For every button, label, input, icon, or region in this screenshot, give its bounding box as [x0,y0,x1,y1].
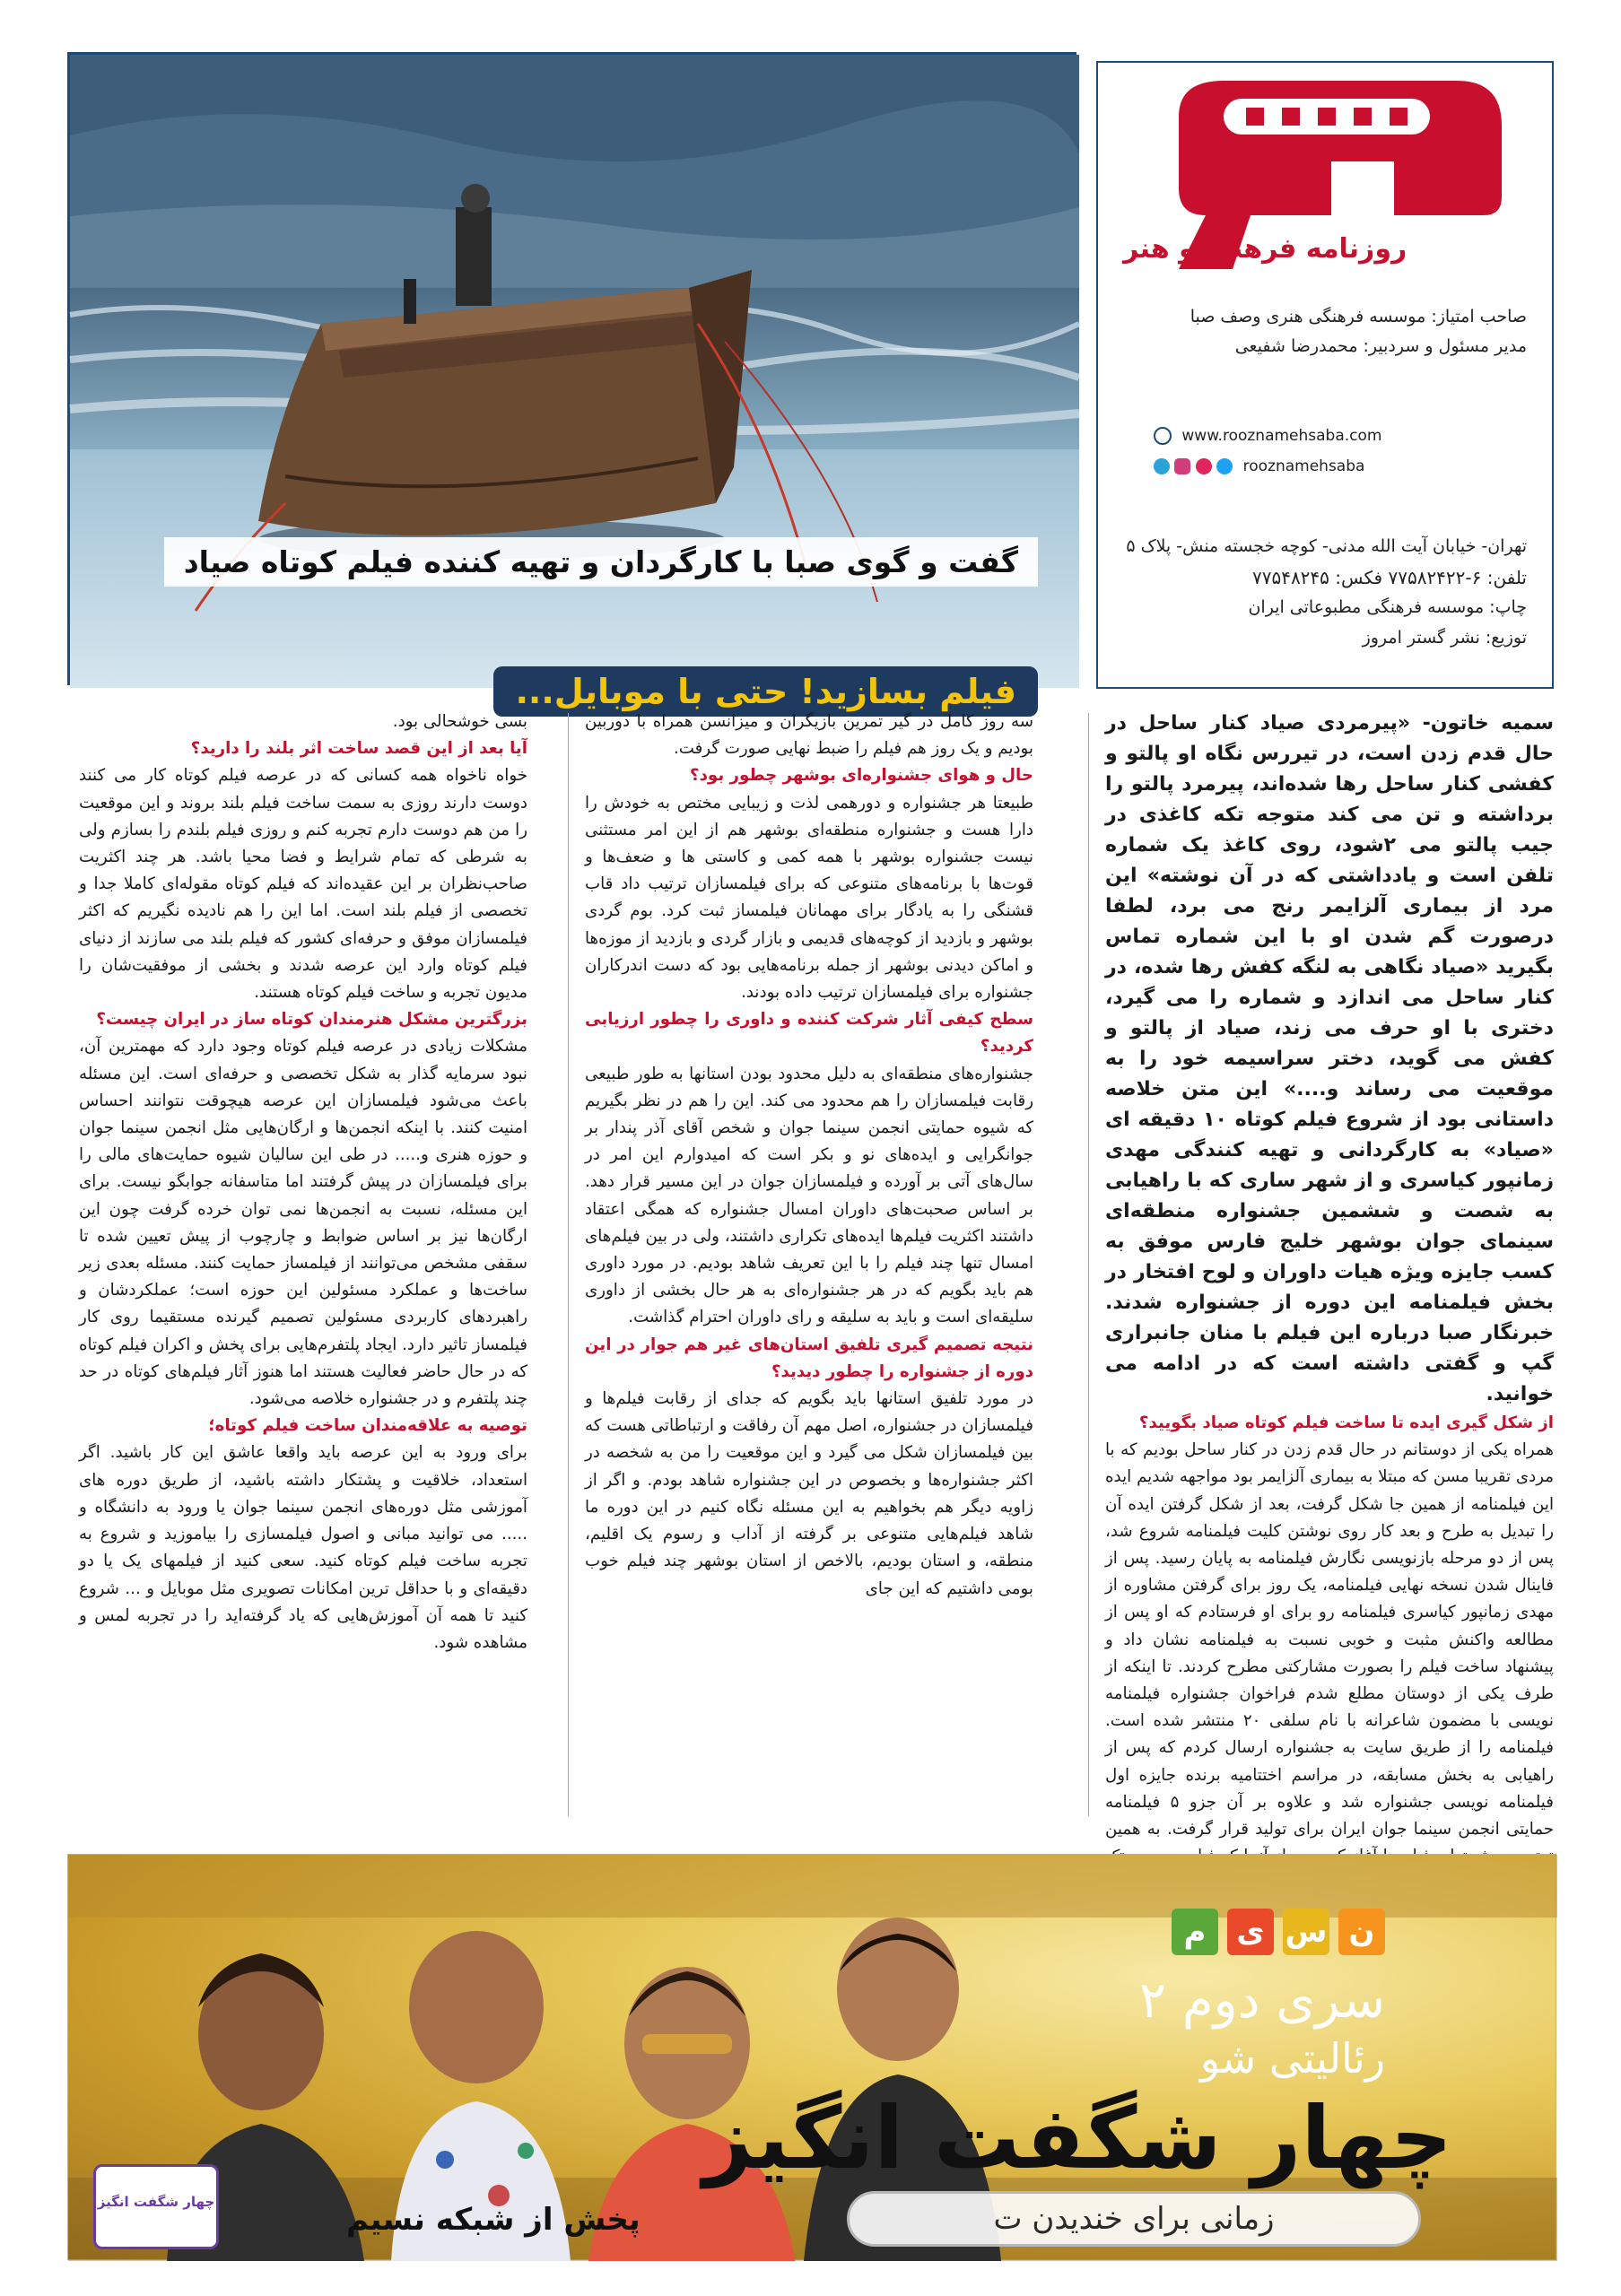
instagram-icon [1174,458,1190,474]
answer-paragraph: جشنواره‌های منطقه‌ای به دلیل محدود بودن استانها به طور طبیعی رقابت فیلمسازان را هم محدود می کند. این را هم در نظر بگیریم که شیوه حمایتی انجمن سینما جوان و شخص آقای آذر پندار بر جوانگرایی و ایده‌های نو و بکر است که امیدوارم این امر در سال‌های آتی بر آورده و فیلمسازان جوان در این مسیر قرار دهد. بر اساس صحبت‌های داوران امسال جشنواره که همگی اعتقاد داشتند اکثریت فیلم‌ها ایده‌های تکراری داشتند، ولی در بین فیلم‌های امسال تنها چند فیلم را با این تعریف شاهد بودیم. در مورد داوری هم باید بگویم که در هر جشنواره‌ای به هر حال بخشی از داوری سلیقه‌ای است و باید به سلیقه و رای داوران احترام گذاشت. [585,1064,1033,1327]
ad-tagline: زمانی برای خندیدن ت [993,2201,1275,2237]
answer-paragraph: مشکلات زیادی در عرصه فیلم کوتاه وجود دارد که مهمترین آن، نبود سرمایه گذار به شکل تخصصی و حرفه‌ای است. این مسئله باعث می‌شود فیلمسازان این عرصه هیچوقت نتوانند احساس امنیت کنند. با اینکه انجمن‌ها و ارگان‌هایی مثل انجمن سینما جوان و حوزه هنری و..... در طی این سالیان شیوه حمایت‌های مالی را برای فیلمسازان در پیش گرفتند اما متاسفانه جوابگو نیست. برای این مسئله، نسبت به انجمن‌ها نمی توان خرده گرفت چون این ارگان‌ها نیز بر اساس ضوابط و چارچوب از پیش تعیین شده تا سقفی مشخص می‌توانند از فیلمساز حمایت کنند. مسئله بعدی زیر ساخت‌ها و عملکرد مسئولین این حوزه است؛ عملکردشان و راهبردهای کاربردی مسئولین تصمیم گیرنده مستقیما روی کار فیلمساز تاثیر دارد. ایجاد پلتفرم‌هایی برای پخش و اکران فیلم کوتاه که در حال حاضر فعالیت هستند اما هنوز آثار فیلم‌های کوتاه در حد چند پلتفرم و در جشنواره خلاصه می‌شود. [79,1037,527,1409]
question-heading: سطح کیفی آثار شرکت کننده و داوری را چطور ارزیابی کردید؟ [585,1010,1033,1057]
editor-in-chief: مدیر مسئول و سردبیر: محمدرضا شفیعی [1234,336,1527,356]
phone-fax: تلفن: ۶-۷۷۵۸۲۴۲۲ فکس: ۷۷۵۴۸۲۴۵ [1251,567,1527,588]
column-divider [568,713,569,1816]
address: تهران- خیابان آیت الله مدنی- کوچه خجسته منش- پلاک ۵ [1126,536,1527,556]
network-letter: س [1283,1909,1329,1955]
ad-corner-logo-text: چهار شگفت انگیز [97,2194,215,2210]
print-house: چاپ: موسسه فرهنگی مطبوعاتی ایران [1248,597,1527,617]
question-heading: نتیجه تصمیم گیری تلفیق استان‌های غیر هم جوار در این دوره از جشنواره را چطور دیدید؟ [585,1335,1033,1381]
social-links[interactable] [1154,457,1364,475]
hero-photo [67,52,1076,711]
network-letter: م [1172,1909,1218,1955]
license-holder: صاحب امتیاز: موسسه فرهنگی هنری وصف صبا [1190,307,1527,326]
network-letter: ن [1338,1909,1385,1955]
network-letter: ی [1227,1909,1274,1955]
article-lead: سمیه خاتون- «پیرمردی صیاد کنار ساحل در حال قدم زدن است، در تیررس نگاه او پالتو و کفشی کنار ساحل رها شده‌اند، پیرمرد پالتو را برداشته و تن می کند متوجه تکه کاغذی در جیب پالتو می ۲شود، روی کاغذ یک شماره تلفن است و یادداشتی که در آن نوشته» این مرد از بیماری آلزایمر رنج می برد، لطفا درصورت گم شدن او با این شماره تماس بگیرید «صیاد نگاهی به لنگه کفش رها شده، در کنار ساحل می اندازد و شماره را می گیرد، دختری با او حرف می زند، صیاد از پالتو و کفش می گوید، دختر سراسیمه خود را به موقعیت می رساند و....» این متن خلاصه داستانی بود از شروع فیلم کوتاه ۱۰ دقیقه ای «صیاد» به کارگردانی و تهیه کنندگی مهدی زمانپور کیاسری و از شهر ساری که با راهیابی به شصت و ششمین جشنواره منطقه‌ای سینمای جوان بوشهر خلیج فارس موفق به کسب جایزه ویژه هیات داوران و لوح افتخار در بخش فیلمنامه این دوره از جشنواره شدند. خبرنگار صبا درباره این فیلم با منان جانبراری گپ و گفتی داشته است که در ادامه می خوانید. [1105,712,1555,1405]
ad-show-type: رئالیتی شو [1199,2034,1385,2083]
ad-series-label: سری دوم ۲ [1139,1971,1385,2030]
headline-main: فیلم بسازید! حتی با موبایل... [493,666,1038,717]
masthead-box [1096,61,1554,689]
ad-broadcast-label: پخش از شبکه نسیم [346,2202,641,2238]
website-text: www.rooznamehsaba.com [1181,427,1382,445]
article-column-right [1105,709,1555,1839]
answer-paragraph: خواه ناخواه همه کسانی که در عرصه فیلم کوتاه کار می کنند دوست دارند روزی به سمت ساخت فیلم بلند بروند و این موقعیت را من هم دوست دارم تجربه کنم و روزی فیلم بلندم را بسازم ولی به شرطی که تمام شرایط و فضا محیا باشد. هر چند اکثریت صاحب‌نظران بر این عقیده‌اند که فیلم کوتاه مقوله‌ای کاملا جدا و تخصصی از فیلم بلند است. اما این را هم نادیده نگیریم که اکثر فیلمسازان موفق و حرفه‌ای کشور که فیلم بلند می سازند از دنیای فیلم کوتاه وارد این عرصه شدند و بخشی از موفقیت‌شان را مدیون تجربه و ساخت فیلم کوتاه هستند. [79,766,527,1003]
question-heading: بزرگترین مشکل هنرمندان کوتاه ساز در ایران چیست؟ [96,1010,527,1030]
answer-paragraph: همراه یکی از دوستانم در حال قدم زدن در کنار ساحل بودیم که با مردی تقریبا مسن که مبتلا به بیماری آلزایمر بود مواجهه شدیم ایده این فیلمنامه از همین جا شکل گرفت، بعد از شکل گرفتن ایده آن را تبدیل به طرح و بعد کار روی نوشتن کلیت فیلمنامه شروع شد، پس از دو مرحله بازنویسی نگارش فیلمنامه به پایان رسید. پس از فاینال شدن نسخه نهایی فیلمنامه، یک روز برای گرفتن مشاوره از مهدی زمانپور کیاسری فیلمنامه رو برای او فرستادم که او پس از مطالعه واکنش مثبت و خوبی نسبت به فیلمنامه نشان داد و پیشنهاد ساخت فیلم را بصورت مشارکتی مطرح کردند. تا اینکه از طرف یکی از دوستان مطلع شدم فراخوان جشنواره فیلمنامه نویسی با مضمون شاعرانه با نام سلفی ۲۰ منتشر شده است. فیلمنامه را از طریق سایت به جشنواره ارسال کردم که پس از راهیابی به بخش مسابقه، در مراسم اختتامیه برنده جایزه اول فیلمنامه نویسی جشنواره شد و علاوه بر آن جزو ۵ فیلمنامه حمایتی انجمن سینما جوان ایران برای تولید قرار گرفت. به همین [1105,1440,1554,1839]
question-heading: آیا بعد از این قصد ساخت اثر بلند را دارید؟ [190,739,527,759]
answer-paragraph: در مورد تلفیق استانها باید بگویم که جدای از رقابت فیلم‌ها و فیلمسازان در جشنواره، اصل مهم آن رفاقت و ارتباطاتی هست که بین فیلمسازان شکل می گیرد و این موقعیت را من به شخصه در اکثر جشنواره‌ها و بخصوص در این جشنواره شاهد بودم. و اگر از زاویه دیگر هم بخواهیم به این مسئله نگاه کنیم در این دوره ما شاهد فیلم‌هایی متنوعی بر گرفته از آداب و رسوم یک اقلیم، منطقه، و استان بودیم، بالاخص از استان بوشهر چند فیلم خوب بومی داشتیم که این جای [585,1389,1033,1598]
answer-paragraph: بسی خوشحالی بود. [392,712,527,731]
saba-logo [1098,63,1552,278]
column-divider [1088,713,1089,1816]
headline-interview: گفت و گوی صبا با کارگردان و تهیه کننده فیلم کوتاه صیاد [164,537,1038,587]
ad-title: چهار شگفت انگیز [702,2088,1452,2188]
aparat-icon [1196,458,1212,474]
telegram-icon [1154,458,1170,474]
ad-banner[interactable] [67,1854,1556,2260]
distribution: توزیع: نشر گستر امروز [1362,628,1527,648]
social-handle: rooznamehsaba [1242,457,1365,475]
twitter-icon [1216,458,1233,474]
question-heading: توصیه به علاقه‌مندان ساخت فیلم کوتاه؛ [208,1416,527,1436]
answer-paragraph: برای ورود به این عرصه باید واقعا عاشق این کار باشید. اگر استعداد، خلاقیت و پشتکار داشته باشید، از طریق دوره های آموزشی مثل دوره‌های انجمن سینما جوان یا ورود به دانشگاه و ..... می توانید مبانی و اصول فیلمسازی را بیاموزید و شروع به تجربه ساخت فیلم کوتاه کنید. سعی کنید از فیلمهای یک یا دو دقیقه‌ای و با حداقل ترین امکانات تصویری مثل موبایل و ... شروع کنید تا همه آن آموزش‌هایی که یاد گرفته‌اید را در تجربه لمس و مشاهده شود. [79,1443,527,1652]
ad-corner-logo [93,2164,219,2249]
article-column-middle [585,709,1033,1816]
boat-scene-image [70,55,1079,688]
answer-paragraph: طبیعتا هر جشنواره و دورهمی لذت و زیبایی مختص به خودش را دارا هست و جشنواره منطقه‌ای بوشهر هم از این امر مستثنی نیست جشنواره بوشهر با همه کمی و کاستی ها و ضعف‌ها و قوت‌ها با برنامه‌های متنوعی که برای فیلمسازان ترتیب داد قاب قشنگی را به یادگار برای مهمانان فیلمساز ثبت کرد. بوم گردی بوشهر و بازدید از کوچه‌های قدیمی و بازار گردی و بازدید از موزه‌ها و اماکن دیدنی بوشهر از جمله برنامه‌هایی بود که دست اندرکاران جشنواره برای فیلمسازان ترتیب داده بودند. [585,793,1033,1003]
ad-tagline-box [847,2191,1421,2247]
network-logo [1172,1909,1385,1955]
article-column-left [79,709,527,1816]
question-heading: حال و هوای جشنواره‌ای بوشهر چطور بود؟ [690,766,1033,786]
answer-paragraph: سه روز کامل در گیر تمرین بازیگران و میزانسن همراه با دوربین بودیم و یک روز هم فیلم را ضبط نهایی صورت گرفت. [585,712,1033,759]
question-heading: از شکل گیری ایده تا ساخت فیلم کوتاه صیاد بگویید؟ [1138,1413,1554,1432]
globe-icon [1154,427,1172,445]
website-link[interactable] [1154,427,1381,445]
logo-subtitle: روزنامه فرهنگ و هنر [1123,233,1407,265]
